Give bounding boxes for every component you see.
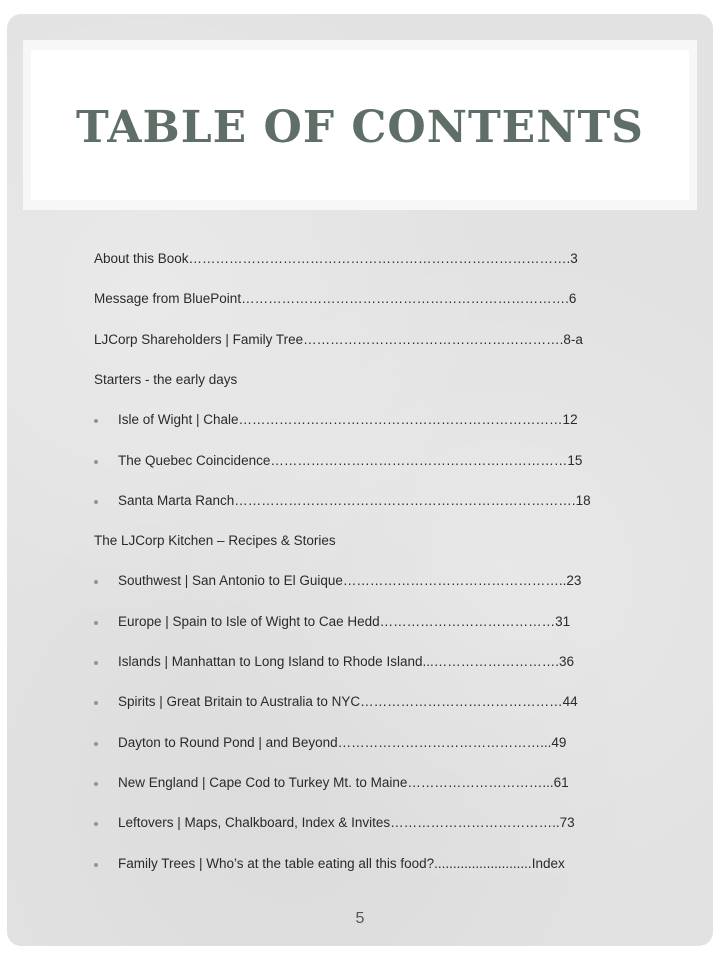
toc-entry-text: Dayton to Round Pond | and Beyond………………………………………...49 (118, 734, 567, 750)
bullet-icon (94, 580, 98, 584)
toc-entry-text: Message from BluePoint……………………………………………………………….6 (94, 291, 577, 307)
toc-entry-text: LJCorp Shareholders | Family Tree………………………………………………….8-a (94, 331, 583, 347)
toc-entry-text: The LJCorp Kitchen – Recipes & Stories (94, 533, 336, 549)
toc-entry-text: Europe | Spain to Isle of Wight to Cae Hedd…………………………………31 (118, 613, 571, 629)
bullet-icon (94, 863, 98, 867)
bullet-icon (94, 782, 98, 786)
bullet-icon (94, 460, 98, 464)
bullet-icon (94, 822, 98, 826)
toc-entry-text: Islands | Manhattan to Long Island to Rhode Island...……………………….36 (118, 654, 574, 669)
bullet-icon (94, 621, 98, 625)
toc-entry-text: Family Trees | Who’s at the table eating all this food?..........................Index (118, 855, 565, 871)
toc-entry-text: Leftovers | Maps, Chalkboard, Index & Invites………………………………..73 (118, 815, 575, 831)
page-number: 5 (355, 910, 365, 927)
toc-entry-text: Isle of Wight | Chale………………………………………………………………12 (118, 412, 578, 428)
toc-entry-text: Santa Marta Ranch………………………………………………………………….18 (118, 492, 591, 508)
toc-entry-text: The Quebec Coincidence…………………………………………………………15 (118, 452, 583, 468)
toc-entry-text: About this Book………………………………………………………………………….3 (94, 251, 578, 266)
bullet-icon (94, 500, 98, 504)
toc-entry-text: New England | Cape Cod to Turkey Mt. to Maine…………………………...61 (118, 774, 569, 790)
bullet-icon (94, 661, 98, 665)
bullet-icon (94, 701, 98, 705)
bullet-icon (94, 419, 98, 423)
table-of-contents (7, 14, 713, 946)
toc-entry-text: Spirits | Great Britain to Australia to NYC………………………………………44 (118, 694, 578, 710)
document-page (7, 14, 713, 946)
bullet-icon (94, 742, 98, 746)
page-title: TABLE OF CONTENTS (76, 101, 644, 153)
toc-entry-text: Starters - the early days (94, 371, 238, 387)
toc-entry-text: Southwest | San Antonio to El Guique…………………………………………..23 (118, 573, 582, 589)
